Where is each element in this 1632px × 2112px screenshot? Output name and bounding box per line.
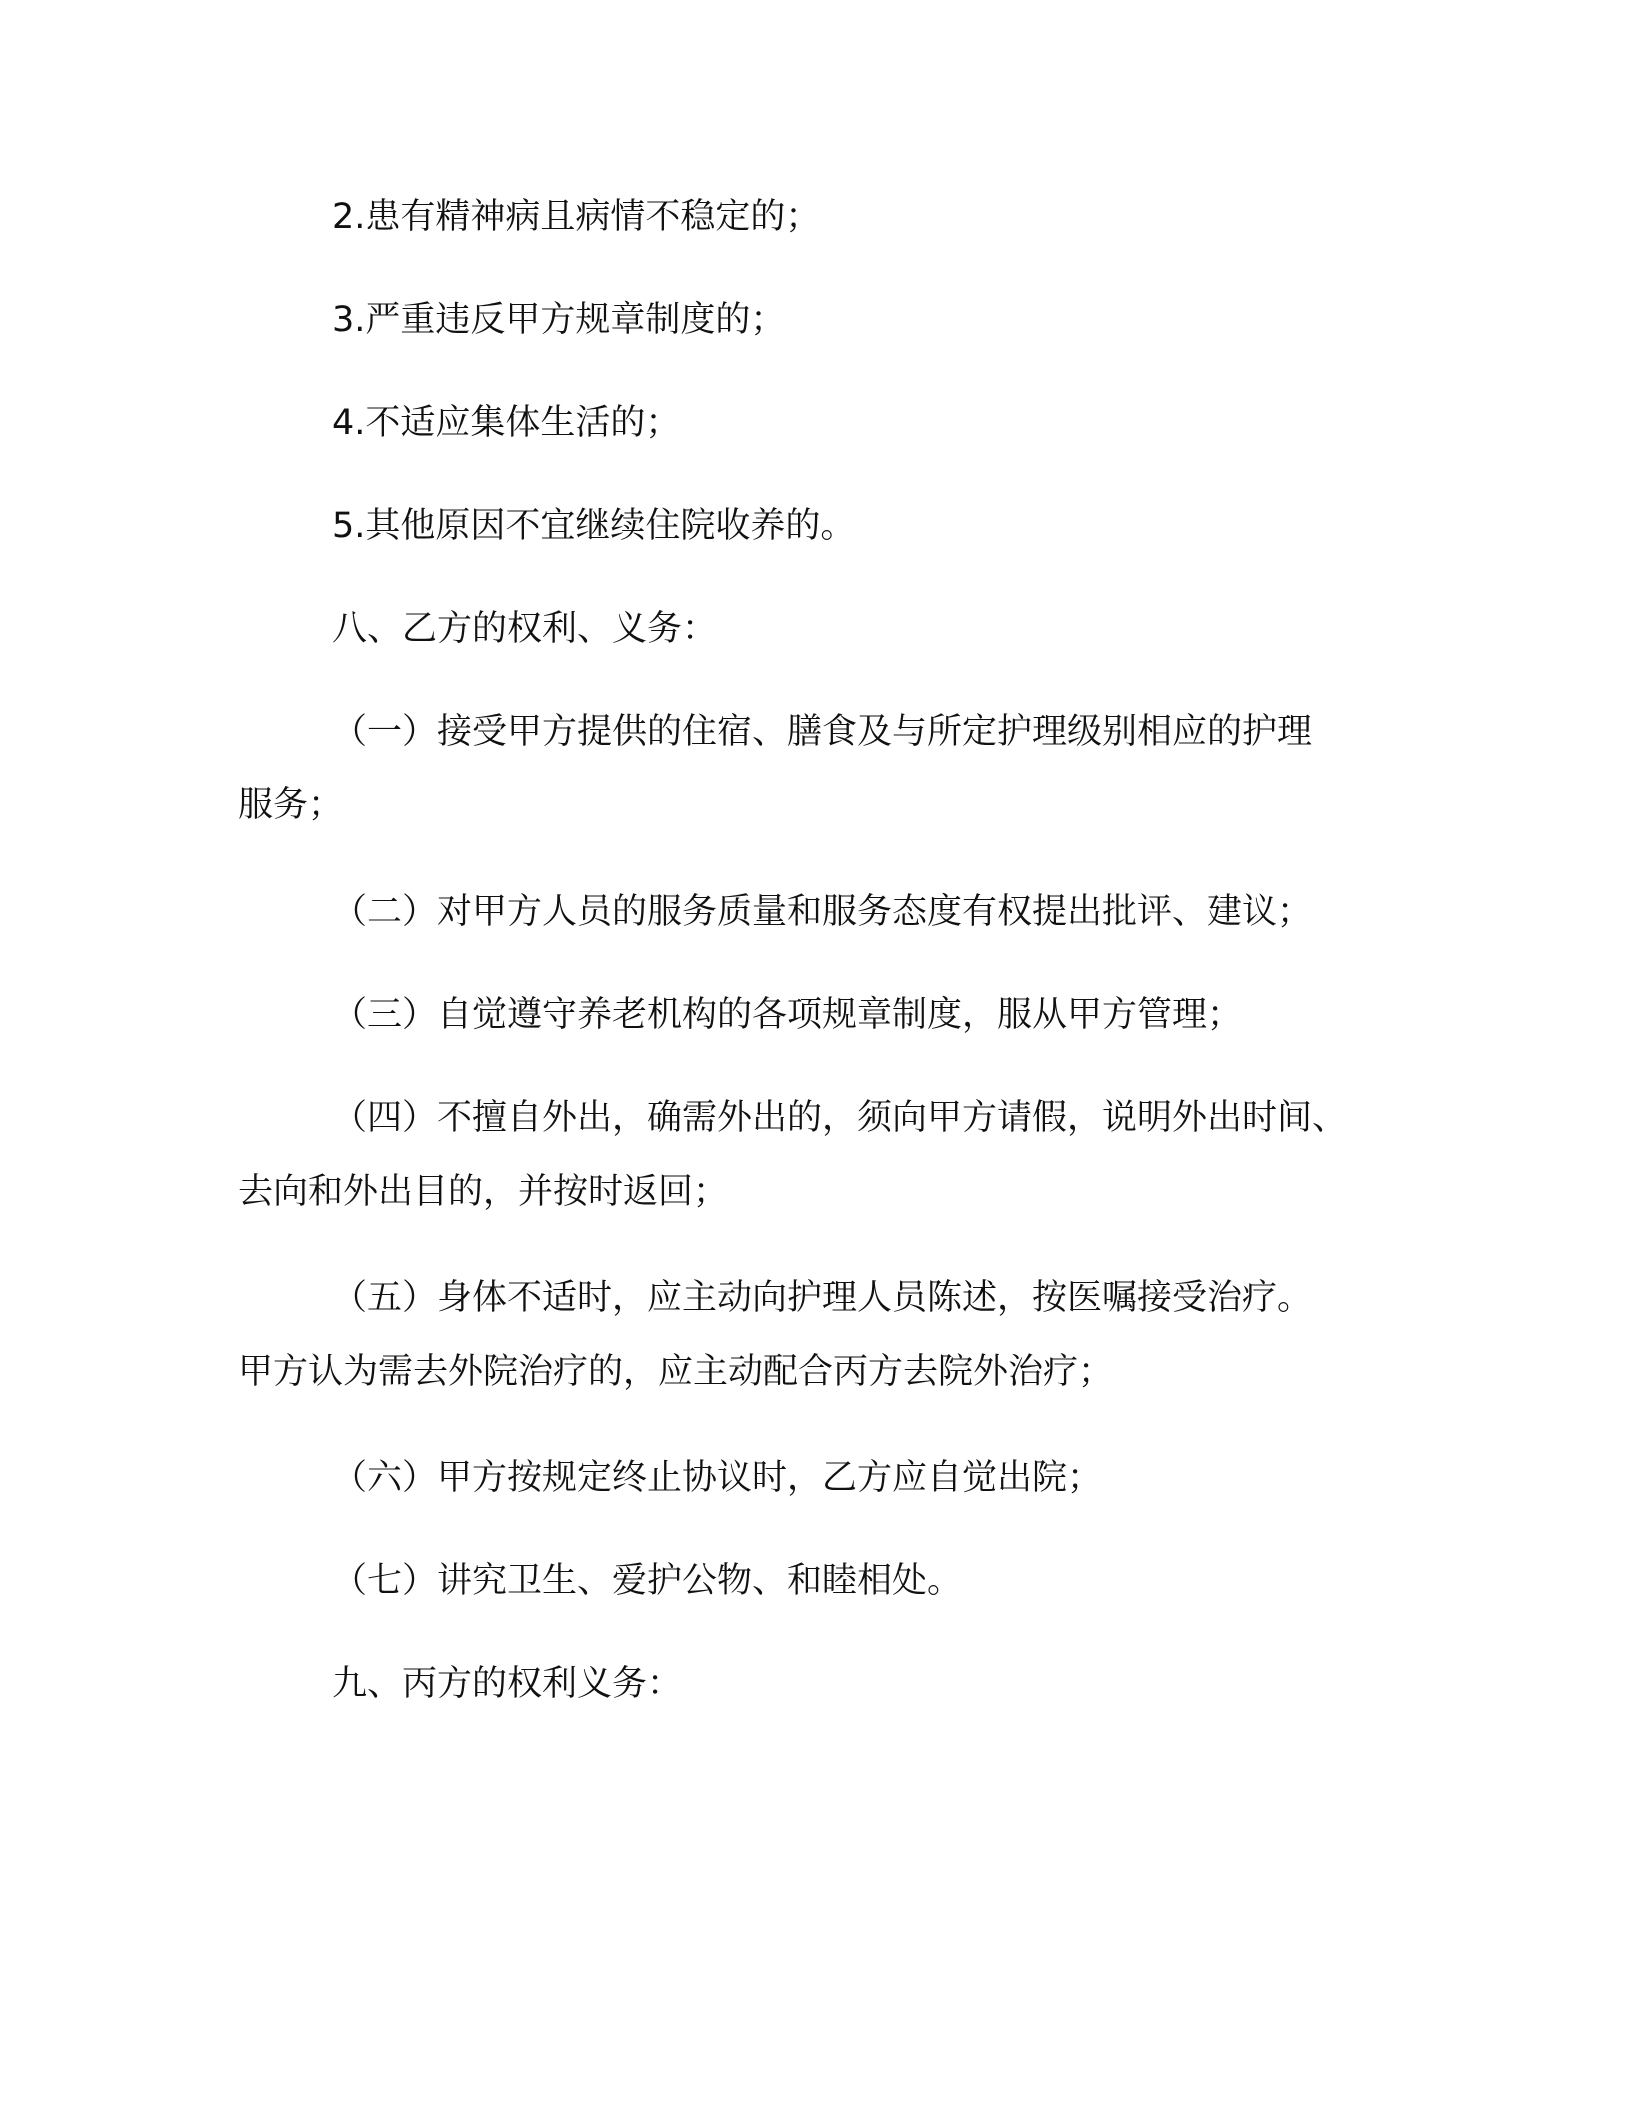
list-item-3: 3.严重违反甲方规章制度的； xyxy=(332,300,786,340)
clause-1-line-1: （一）接受甲方提供的住宿、膳食及与所定护理级别相应的护理 xyxy=(332,712,1313,752)
clause-4-line-1: （四）不擅自外出，确需外出的，须向甲方请假，说明外出时间、 xyxy=(332,1098,1348,1138)
clause-5-line-2: 甲方认为需去外院治疗的，应主动配合丙方去院外治疗； xyxy=(238,1352,1114,1392)
list-item-2: 2.患有精神病且病情不稳定的； xyxy=(332,197,821,237)
clause-2: （二）对甲方人员的服务质量和服务态度有权提出批评、建议； xyxy=(332,892,1313,932)
list-item-4: 4.不适应集体生活的； xyxy=(332,403,681,443)
section-heading-8: 八、乙方的权利、义务： xyxy=(332,609,718,649)
clause-3: （三）自觉遵守养老机构的各项规章制度，服从甲方管理； xyxy=(332,995,1243,1035)
clause-4-line-2: 去向和外出目的，并按时返回； xyxy=(238,1172,729,1212)
list-item-5: 5.其他原因不宜继续住院收养的。 xyxy=(332,506,856,546)
clause-7: （七）讲究卫生、爱护公物、和睦相处。 xyxy=(332,1561,963,1601)
clause-1-line-2: 服务； xyxy=(238,785,344,825)
section-heading-9: 九、丙方的权利义务： xyxy=(332,1664,683,1704)
clause-5-line-1: （五）身体不适时，应主动向护理人员陈述，按医嘱接受治疗。 xyxy=(332,1278,1313,1318)
clause-6: （六）甲方按规定终止协议时，乙方应自觉出院； xyxy=(332,1458,1103,1498)
